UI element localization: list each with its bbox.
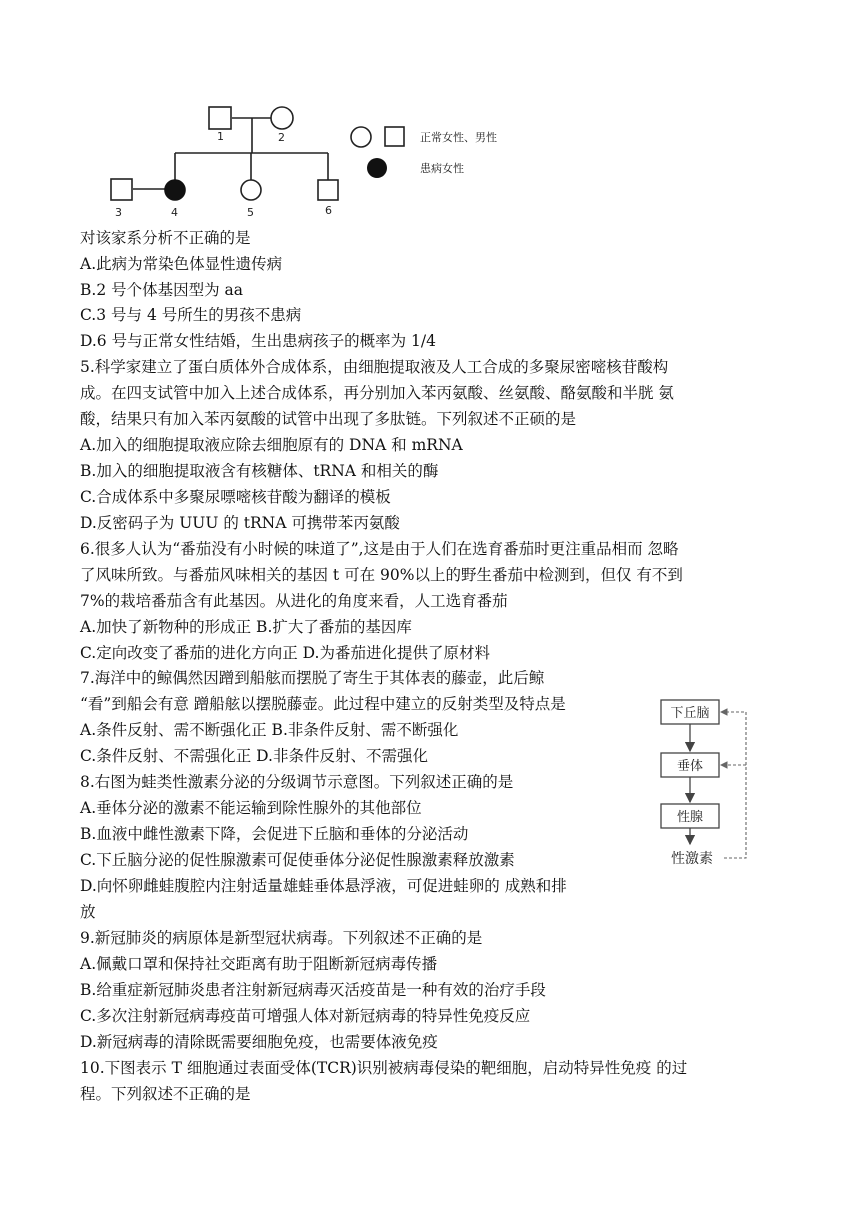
pedigree-female-5 — [241, 180, 261, 200]
text-line: C.多次注射新冠病毒疫苗可增强人体对新冠病毒的特异性免疫反应 — [80, 1007, 531, 1025]
text-line: 5.科学家建立了蛋白质体外合成体系，由细胞提取液及人工合成的多聚尿密嘧核苷酸构 — [80, 358, 669, 376]
pedigree-number: 5 — [247, 206, 254, 219]
text-line: 了风味所致。与番茄风味相关的基因 t 可在 90%以上的野生番茄中检测到，但仅 有不到 — [80, 566, 683, 584]
text-line: C.下丘脑分泌的促性腺激素可促使垂体分泌促性腺激素释放激素 — [80, 851, 515, 869]
legend-normal-male-symbol — [385, 127, 404, 146]
legend-normal-female-symbol — [351, 127, 371, 147]
text-line: B.2 号个体基因型为 aa — [80, 281, 244, 299]
pedigree-number: 6 — [325, 204, 332, 217]
text-line: D.反密码子为 UUU 的 tRNA 可携带苯丙氨酸 — [80, 514, 400, 532]
pedigree-number: 2 — [278, 131, 285, 144]
text-line: D.新冠病毒的清除既需要细胞免疫，也需要体液免疫 — [80, 1033, 438, 1051]
text-line: 成。在四支试管中加入上述合成体系，再分别加入苯丙氨酸、丝氨酸、酪氨酸和半胱 氨 — [80, 384, 674, 402]
text-line: 程。下列叙述不正确的是 — [80, 1085, 251, 1103]
pedigree-female-2 — [271, 107, 293, 129]
text-line: C.条件反射、不需强化正 D.非条件反射、不需强化 — [80, 747, 428, 765]
text-line: “看”到船会有意 蹭船舷以摆脱藤壶。此过程中建立的反射类型及特点是 — [80, 695, 566, 713]
text-line: D.向怀卵雌蛙腹腔内注射适量雄蛙垂体悬浮液，可促进蛙卵的 成熟和排 — [80, 877, 567, 895]
text-line: C.3 号与 4 号所生的男孩不患病 — [80, 306, 302, 324]
legend-normal-label: 正常女性、男性 — [420, 131, 497, 144]
pedigree-number: 3 — [115, 206, 122, 219]
pedigree-male-3 — [111, 179, 132, 200]
legend-affected-female-symbol — [367, 158, 387, 178]
gonad-label: 性腺 — [676, 810, 704, 825]
text-line: A.佩戴口罩和保持社交距离有助于阻断新冠病毒传播 — [80, 955, 438, 973]
text-line: 10.下图表示 T 细胞通过表面受体(TCR)识别被病毒侵染的靶细胞，启动特异性免疫 的过 — [80, 1059, 688, 1077]
pedigree-affected-female-4 — [165, 180, 185, 200]
text-line: A.此病为常染色体显性遗传病 — [80, 255, 283, 273]
text-line: B.血液中雌性激素下降，会促进下丘脑和垂体的分泌活动 — [80, 825, 469, 843]
legend-affected-label: 患病女性 — [420, 162, 464, 175]
text-line: B.给重症新冠肺炎患者注射新冠病毒灭活疫苗是一种有效的治疗手段 — [80, 981, 546, 999]
text-line: 8.右图为蛙类性激素分泌的分级调节示意图。下列叙述正确的是 — [80, 773, 514, 791]
text-line: C.定向改变了番茄的进化方向正 D.为番茄进化提供了原材料 — [80, 644, 490, 662]
text-line: A.垂体分泌的激素不能运输到除性腺外的其他部位 — [80, 799, 422, 817]
text-line: 6.很多人认为“番茄没有小时候的味道了”,这是由于人们在选育番茄时更注重品相而 忽略 — [80, 540, 679, 558]
sex-hormone-label: 性激素 — [671, 851, 713, 867]
pituitary-label: 垂体 — [676, 759, 704, 774]
pedigree-diagram — [0, 0, 860, 230]
text-line: 9.新冠肺炎的病原体是新型冠状病毒。下列叙述不正确的是 — [80, 929, 483, 947]
text-line: B.加入的细胞提取液含有核糖体、tRNA 和相关的酶 — [80, 462, 439, 480]
text-line: 对该家系分析不正确的是 — [80, 229, 251, 247]
text-line: A.加入的细胞提取液应除去细胞原有的 DNA 和 mRNA — [80, 436, 463, 454]
pedigree-number: 1 — [217, 130, 224, 143]
pedigree-male-6 — [318, 180, 338, 200]
text-line: D.6 号与正常女性结婚，生出患病孩子的概率为 1/4 — [80, 332, 436, 350]
text-line: A.加快了新物种的形成正 B.扩大了番茄的基因库 — [80, 618, 412, 636]
text-line: 放 — [80, 903, 96, 921]
text-line: A.条件反射、需不断强化正 B.非条件反射、需不断强化 — [80, 721, 459, 739]
text-line: 7%的栽培番茄含有此基因。从进化的角度来看，人工选育番茄 — [80, 592, 508, 610]
pedigree-number: 4 — [171, 206, 178, 219]
text-line: 酸，结果只有加入苯丙氨酸的试管中出现了多肽链。下列叙述不正硕的是 — [80, 410, 577, 428]
text-line: C.合成体系中多聚尿嘌嘧核苷酸为翻译的模板 — [80, 488, 391, 506]
hypothalamus-label: 下丘脑 — [670, 706, 710, 721]
text-line: 7.海洋中的鲸偶然因蹭到船舷而摆脱了寄生于其体表的藤壶，此后鲸 — [80, 669, 545, 687]
pedigree-male-1 — [209, 107, 231, 129]
